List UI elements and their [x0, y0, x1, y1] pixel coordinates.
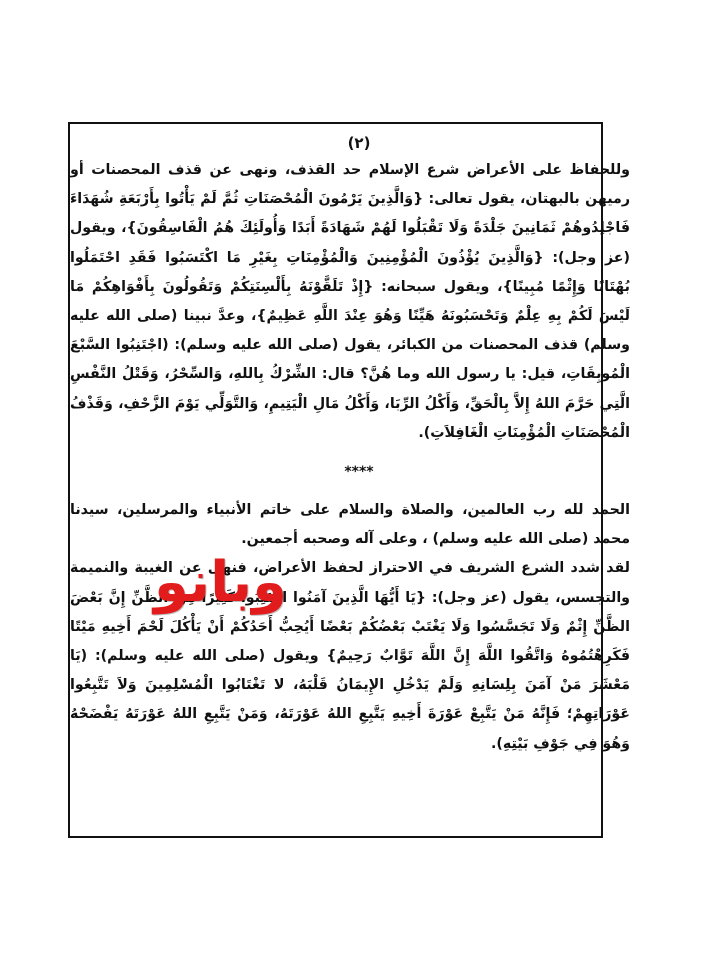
page-number: (٢): [347, 134, 371, 152]
section-separator: ****: [344, 464, 374, 481]
paragraph-qadhf: وللحفاظ على الأعراض شرع الإسلام حد القذف، ونهى عن قذف المحصنات أو رميهن بالبهتان، يقول تعالى: {وَالَّذِينَ يَرْمُونَ الْمُحْصَنَاتِ ثُمَّ لَمْ يَأْتُوا بِأَرْبَعَةِ شُهَدَاءَ فَاجْلِدُوهُمْ ثَمَانِينَ جَلْدَةً وَلَا تَقْبَلُوا لَهُمْ شَهَادَةً أَبَدًا وَأُولَئِكَ هُمُ الْفَاسِقُونَ}، ويقول (عز وجل): {وَالَّذِينَ يُؤْذُونَ الْمُؤْمِنِينَ وَالْمُؤْمِنَاتِ بِغَيْرِ مَا اكْتَسَبُوا فَقَدِ احْتَمَلُوا بُهْتَانًا وَإِثْمًا مُبِينًا}، ويقول سبحانه: {إِذْ تَلَقَّوْنَهُ بِأَلْسِنَتِكُمْ وَتَقُولُونَ بِأَفْوَاهِكُمْ مَا لَيْسَ لَكُمْ بِهِ عِلْمٌ وَتَحْسَبُونَهُ هَيِّنًا وَهُوَ عِنْدَ اللَّهِ عَظِيمٌ}، وعدَّ نبينا (صلى الله عليه وسلم) قذف المحصنات من الكبائر، يقول (صلى الله عليه وسلم): (اجْتَنِبُوا السَّبْعَ الْمُوبِقَاتِ، قيل: يا رسول الله وما هُنَّ؟ قال: الشِّرْكُ بِاللهِ، وَالسِّحْرُ، وَقَتْلُ النَّفْسِ الَّتِي حَرَّمَ اللهُ إِلاَّ بِالْحَقِّ، وَأَكْلُ الرِّبَا، وَأَكْلُ مَالِ الْيَتِيمِ، وَالتَّوَلِّي يَوْمَ الزَّحْفِ، وَقَذْفُ الْمُحْصَنَاتِ الْمُؤْمِنَاتِ الْغَافِلاَتِ).: [70, 162, 630, 441]
paragraph-backbiting: لقد شدد الشرع الشريف في الاحتراز لحفظ الأعراض، فنهى عن الغيبة والنميمة والتجسس، يقول (عز وجل): {يَا أَيُّهَا الَّذِينَ آمَنُوا اجْتَنِبُوا كَثِيرًا مِنَ الظَّنِّ إِنَّ بَعْضَ الظَّنِّ إِثْمٌ وَلَا تَجَسَّسُوا وَلَا يَغْتَبْ بَعْضُكُمْ بَعْضًا أَيُحِبُّ أَحَدُكُمْ أَنْ يَأْكُلَ لَحْمَ أَخِيهِ مَيْتًا فَكَرِهْتُمُوهُ وَاتَّقُوا اللَّهَ إِنَّ اللَّهَ تَوَّابٌ رَحِيمٌ} ويقول (صلى الله عليه وسلم): (يَا مَعْشَرَ مَنْ آمَنَ بِلِسَانِهِ وَلَمْ يَدْخُلِ الإِيمَانُ قَلْبَهُ، لا تَغْتَابُوا الْمُسْلِمِينَ وَلاَ تَتَّبِعُوا عَوْرَاتِهِمْ؛ فَإِنَّهُ مَنْ يَتَّبِعْ عَوْرَةَ أَخِيهِ يَتَّبِعِ اللهُ عَوْرَتَهُ، وَمَنْ يَتَّبِعِ اللهُ عَوْرَتَهُ يَفْضَحْهُ وَهُوَ فِي جَوْفِ بَيْتِهِ).: [70, 560, 630, 752]
paragraph-praise: الحمد لله رب العالمين، والصلاة والسلام على خاتم الأنبياء والمرسلين، سيدنا محمد (صلى الله عليه وسلم) ، وعلى آله وصحبه أجمعين.: [70, 502, 630, 548]
document-body: [70, 132, 630, 759]
watermark-logo: وبانو: [154, 550, 287, 615]
